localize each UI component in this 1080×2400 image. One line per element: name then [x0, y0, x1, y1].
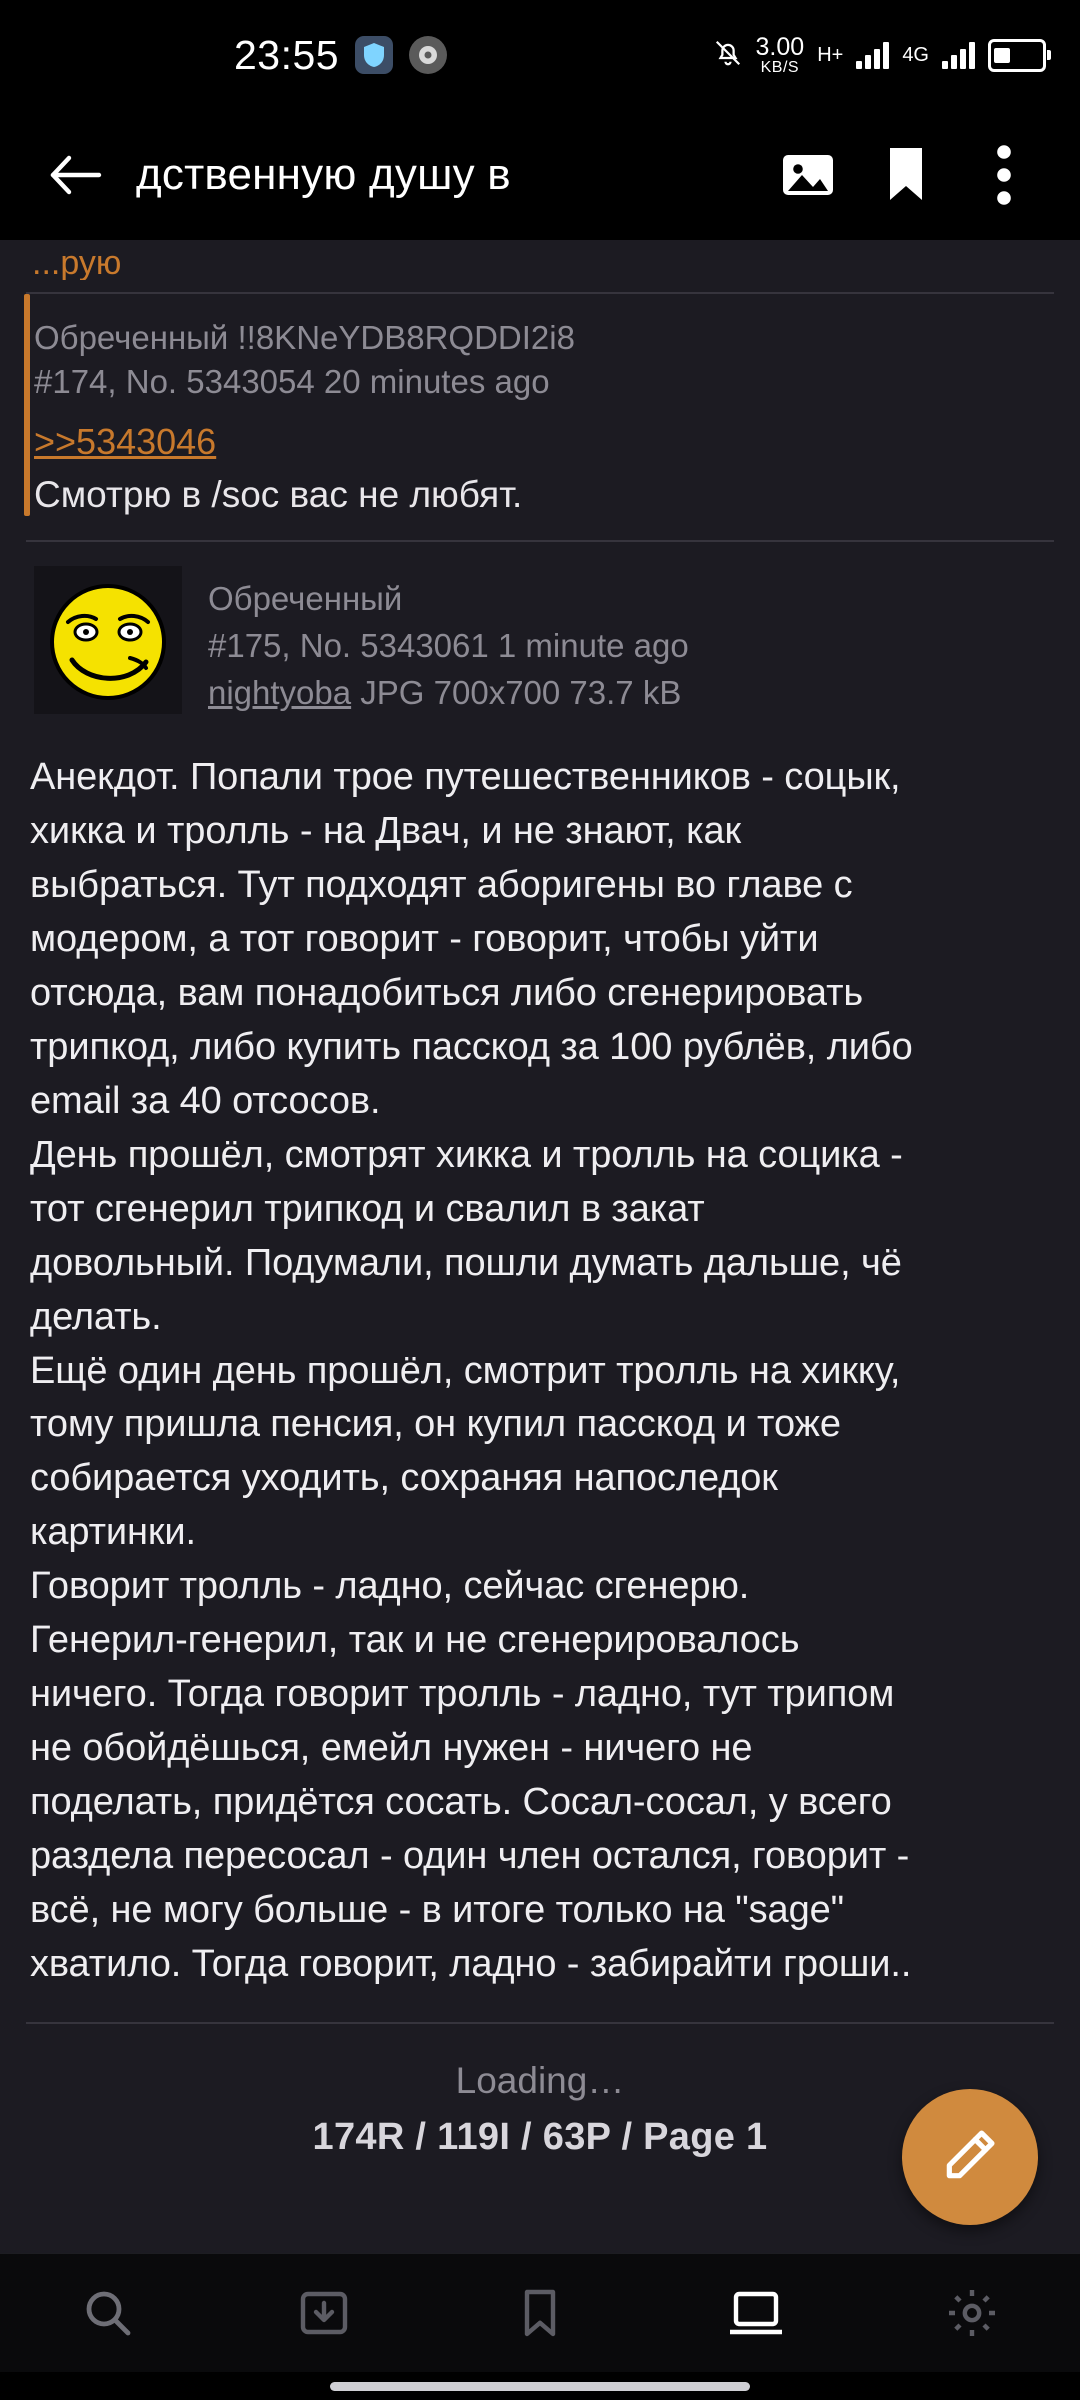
- post-line: не обойдёшься, емейл нужен - ничего не: [30, 1727, 753, 1770]
- search-icon[interactable]: [48, 2263, 168, 2363]
- post-line: довольный. Подумали, пошли думать дальше, чё: [30, 1241, 902, 1284]
- post-divider-3: [26, 2022, 1054, 2024]
- post-175-header-row[interactable]: [0, 542, 1080, 717]
- post-175-file-info: JPG 700x700 73.7 kB: [360, 674, 682, 712]
- bottom-navigation: [0, 2253, 1080, 2372]
- settings-gear-icon[interactable]: [912, 2263, 1032, 2363]
- compose-fab[interactable]: [902, 2089, 1038, 2225]
- battery-icon: [988, 39, 1046, 72]
- post-line: ничего. Тогда говорит тролль - ладно, тут трипом: [30, 1673, 895, 1716]
- post-175-meta: #175, No. 5343061 1 minute ago: [208, 627, 689, 665]
- data-rate-unit: KB/S: [760, 58, 800, 76]
- data-rate-indicator: [755, 32, 805, 76]
- post-175-author: Обреченный: [208, 580, 403, 618]
- gesture-bar: [0, 2372, 1080, 2400]
- post-line: картинки.: [30, 1511, 197, 1554]
- post-line: собирается уходить, сохраняя напоследок: [30, 1457, 778, 1500]
- post-174-meta: #174, No. 5343054 20 minutes ago: [34, 362, 550, 400]
- network-gen-label: 4G: [902, 43, 929, 66]
- post-line: Ещё один день прошёл, смотрит тролль на хикку,: [30, 1349, 901, 1392]
- network-type-label: H+: [817, 43, 844, 66]
- thread-scroll-area[interactable]: [0, 240, 1080, 2253]
- post-line: выбраться. Тут подходят аборигены во главе с: [30, 863, 853, 906]
- board-icon[interactable]: [696, 2263, 816, 2363]
- thread-counters: 174R / 119I / 63P / Page 1: [312, 2115, 768, 2158]
- post-line: Говорит тролль - ладно, сейчас сгенерю.: [30, 1565, 750, 1608]
- post-175-file-row: [208, 670, 689, 717]
- post-line: Генерил-генерил, так и не сгенерировалось: [30, 1619, 800, 1662]
- bookmark-icon[interactable]: [480, 2263, 600, 2363]
- loading-status: Loading…: [455, 2059, 625, 2101]
- status-clock: 23:55: [234, 31, 340, 78]
- post-174-header: Обреченный !!8KNeYDB8RQDDI2i8: [34, 319, 575, 356]
- data-rate-value: 3.00: [755, 32, 805, 61]
- pencil-icon: [939, 2124, 1001, 2191]
- gear-icon: [409, 36, 447, 74]
- image-icon[interactable]: [762, 129, 854, 221]
- bookmark-icon[interactable]: [860, 129, 952, 221]
- post-line: Анекдот. Попали трое путешественников - соцык,: [30, 756, 901, 799]
- post-line: делать.: [30, 1295, 162, 1338]
- cut-off-post-text: ...рую: [32, 244, 122, 280]
- notification-off-icon: [713, 38, 743, 73]
- post-line: раздела пересосал - один член остался, говорит -: [30, 1835, 910, 1878]
- post-accent-bar: [24, 294, 30, 516]
- post-175-file-name[interactable]: nightyoba: [208, 674, 352, 712]
- more-vertical-icon[interactable]: [958, 129, 1050, 221]
- post-line: хикка и тролль - на Двач, и не знают, как: [30, 809, 742, 852]
- post-174[interactable]: [0, 294, 1080, 528]
- post-line: модером, а тот говорит - говорит, чтобы уйти: [30, 917, 819, 960]
- post-line: тому пришла пенсия, он купил пасскод и тоже: [30, 1403, 841, 1446]
- post-line: отсюда, вам понадобиться либо сгенерировать: [30, 971, 864, 1014]
- post-line: хватило. Тогда говорит, ладно - забирайти гроши..: [30, 1943, 912, 1985]
- back-arrow-icon[interactable]: [30, 130, 120, 220]
- shield-icon: [355, 36, 393, 74]
- post-174-quote-link[interactable]: >>5343046: [34, 421, 217, 463]
- post-line: трипкод, либо купить пасскод за 100 рублёв, либо: [30, 1025, 913, 1068]
- post-174-body: Смотрю в /soc вас не любят.: [34, 474, 523, 516]
- page-title: дственную душу в: [136, 150, 511, 199]
- post-line: всё, не могу больше - в итоге только на "sage": [30, 1889, 845, 1932]
- post-175-thumbnail[interactable]: [34, 566, 182, 714]
- signal-icon-1: [856, 41, 889, 69]
- post-175-meta-block: [208, 566, 689, 717]
- status-bar-left: [234, 32, 447, 79]
- post-line: тот сгенерил трипкод и свалил в закат: [30, 1187, 705, 1230]
- status-bar: [0, 0, 1080, 110]
- status-bar-right: [713, 32, 1046, 76]
- post-line: День прошёл, смотрят хикка и тролль на социка -: [30, 1133, 903, 1176]
- signal-icon-2: [942, 41, 975, 69]
- app-bar: [0, 110, 1080, 240]
- post-line: поделать, придётся сосать. Сосал-сосал, у всего: [30, 1781, 892, 1824]
- download-icon[interactable]: [264, 2263, 384, 2363]
- post-line: email за 40 отсосов.: [30, 1079, 381, 1122]
- post-175-body: [0, 717, 1080, 1992]
